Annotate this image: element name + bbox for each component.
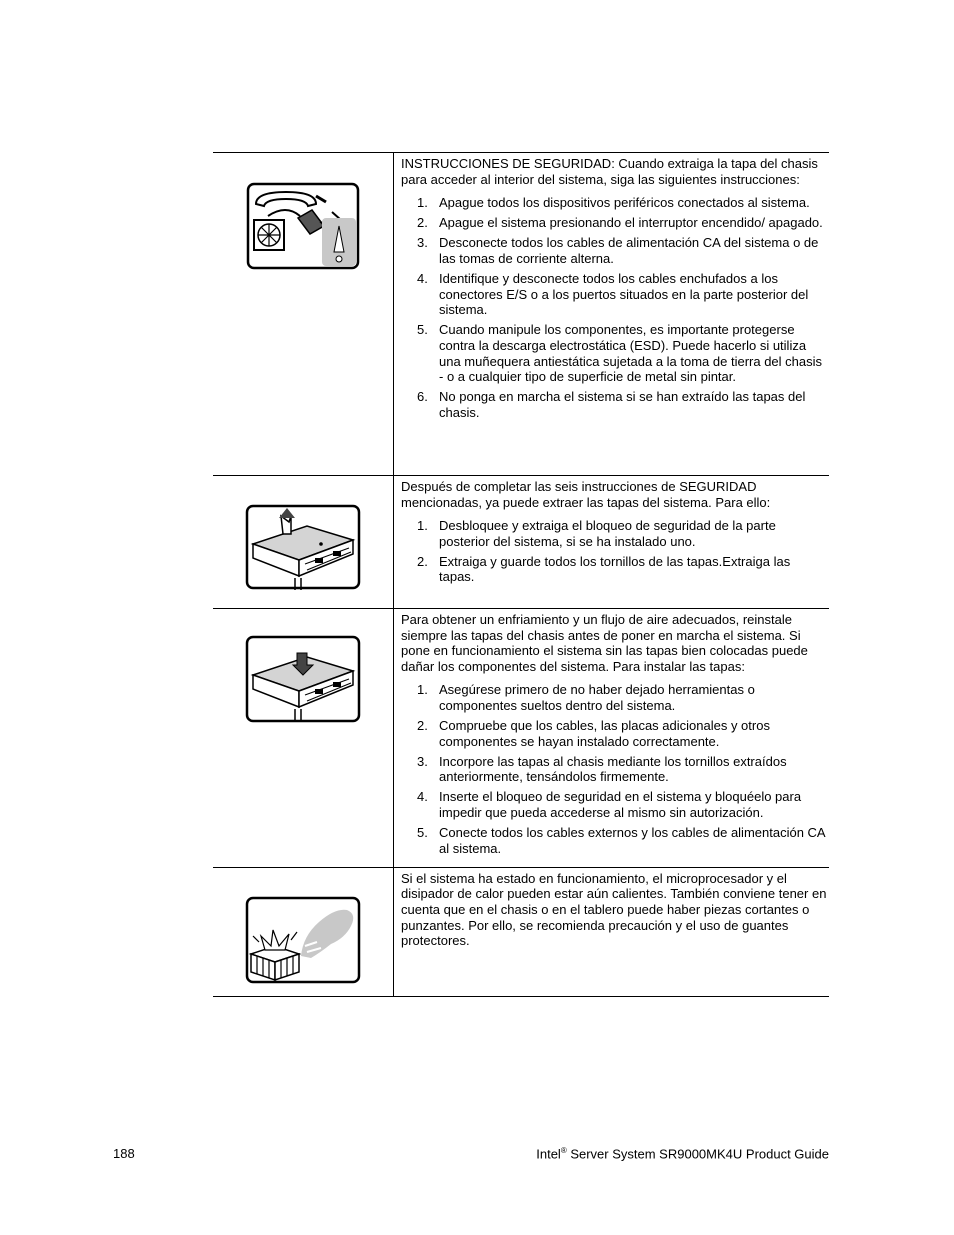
hot-heatsink-hand-icon [245,896,361,991]
list-item: 5. Conecte todos los cables externos y los cables de alimentación CA al sistema. [417,825,825,856]
list-item: 3. Incorpore las tapas al chasis mediante los tornillos extraídos anteriormente, tensándolos firmemente. [417,753,787,785]
list-item: 1. Desbloquee y extraiga el bloqueo de seguridad de la parte posterior del sistema, si se ha instalado uno. [417,518,776,549]
text-cell [394,153,830,476]
safety-instructions-table [213,152,829,997]
chassis-cover-remove-icon [245,504,361,601]
steps-list [401,195,827,420]
footer-title: Intel® Server System SR9000MK4U Product Guide [536,1146,829,1162]
list-item: 4. Inserte el bloqueo de seguridad en el sistema y bloquéelo para impedir que pueda accederse al mismo sin autorización. [417,789,802,821]
list-item: 1. Asegúrese primero de no haber dejado herramientas o componentes sueltos dentro del sistema. [417,682,755,713]
list-item: 3. Desconecte todos los cables de alimentación CA del sistema o de las tomas de corriente alterna. [417,235,819,266]
list-item: 4. Identifique y desconecte todos los cables enchufados a los conectores E/S o a los puertos situados en la parte posterior del sistema. [417,271,809,318]
table-row [213,153,829,476]
icon-cell [213,153,394,476]
row-intro: INSTRUCCIONES DE SEGURIDAD: Cuando extraiga la tapa del chasis para acceder al interior del sistema, siga las siguientes instrucciones: [401,156,818,187]
list-item: 1. Apague todos los dispositivos periféricos conectados al sistema. [417,195,810,211]
table-row [213,609,829,868]
table-row [213,867,829,996]
row-intro: Si el sistema ha estado en funcionamiento, el microprocesador y el disipador de calor pueden estar aún calientes. También conviene tener en cuenta que en el chasis o en el tablero puede haber piezas cortantes o punzantes. Por ello, se recomienda precaución y el uso de guantes protectores. [401,870,827,949]
list-item: 2. Apague el sistema presionando el interruptor encendido/ apagado. [417,215,823,231]
steps-list [401,682,827,856]
row-intro: Para obtener un enfriamiento y un flujo de aire adecuados, reinstale siempre las tapas del chasis antes de poner en marcha el sistema. Si pone en funcionamiento el sistema sin las tapas bien colocadas puede dañar los componentes del sistema. Para instalar las tapas: [401,612,808,674]
power-disconnect-warning-icon [246,182,360,277]
list-item: 6. No ponga en marcha el sistema si se han extraído las tapas del chasis. [417,389,806,420]
steps-list [401,518,827,585]
list-item: 2. Extraiga y guarde todos los tornillos de las tapas.Extraiga las tapas. [417,553,791,585]
icon-cell [213,476,394,609]
table-row [213,476,829,609]
icon-cell [213,867,394,996]
list-item: 2. Compruebe que los cables, las placas adicionales y otros componentes se hayan instalado correctamente. [417,718,770,749]
text-cell [394,609,830,868]
list-item: 5. Cuando manipule los componentes, es importante protegerse contra la descarga electrostática (ESD). Puede hacerlo si utiliza una muñequera antiestática sujetada a la toma de tierra del chasis - o a cualquier tipo de superficie de metal sin pintar. [417,322,823,385]
text-cell [394,867,830,996]
icon-cell [213,609,394,868]
text-cell [394,476,830,609]
chassis-cover-install-icon [245,635,361,732]
row-intro: Después de completar las seis instrucciones de SEGURIDAD mencionadas, ya puede extraer las tapas del sistema. Para ello: [401,479,771,510]
page-number: 188 [113,1146,135,1161]
